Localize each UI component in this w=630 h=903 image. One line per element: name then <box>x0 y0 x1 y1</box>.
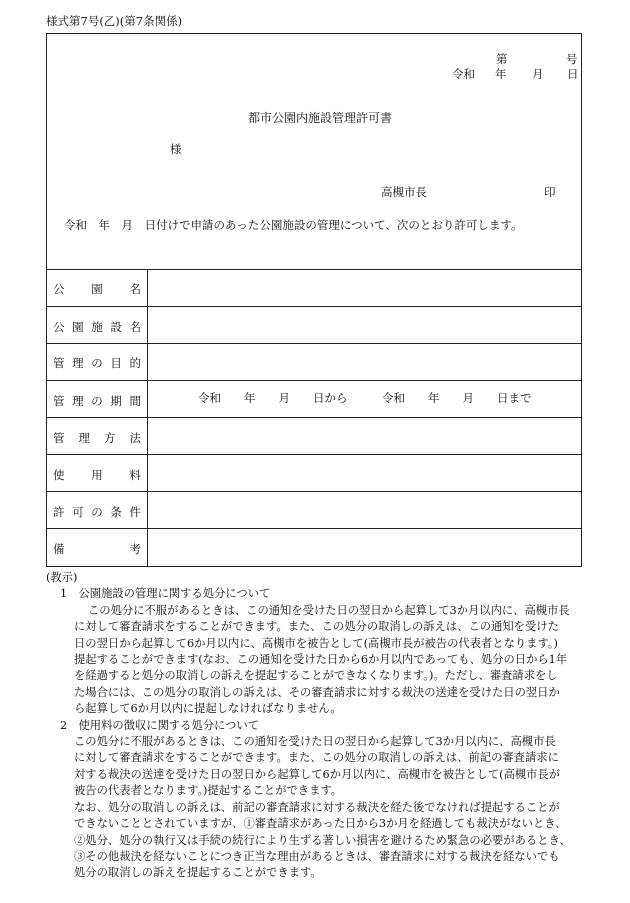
notes-line: ら起算して6か月以内に提起しなければなりません。 <box>74 702 342 716</box>
row-label-remarks: 備 考 <box>53 542 141 556</box>
notes-line: ②処分、処分の執行又は手続の続行により生ずる著しい損害を避けるため緊急の必要があるとき、 <box>74 833 571 847</box>
notes-item1-title: 1 公園施設の管理に関する処分について <box>60 587 271 601</box>
permit-form-box <box>46 33 582 567</box>
addressee-sama: 様 <box>170 142 182 156</box>
row-label-purpose: 管 理 の 目 的 <box>53 356 141 370</box>
row-divider <box>47 491 581 492</box>
number-go: 号 <box>566 52 578 66</box>
document-title: 都市公園内施設管理許可書 <box>248 111 393 125</box>
number-dai: 第 <box>496 52 508 66</box>
notes-line: に対して審査請求をすることができます。また、この処分の取消しの訴えは、前記の審査請求に <box>74 751 559 765</box>
row-label-conditions: 許 可 の 条 件 <box>53 505 141 519</box>
notes-item1-body <box>46 603 586 718</box>
row-divider <box>47 343 581 344</box>
row-label-fee: 使 用 料 <box>53 468 141 482</box>
notes-line: 日の翌日から起算して6か月以内に、高槻市を被告として(高槻市長が被告の代表者となります。) <box>74 636 558 650</box>
date-day: 日 <box>567 67 579 81</box>
notes-line: た場合には、この処分の取消しの訴えは、その審査請求に対する裁決の送達を受けた日の翌日か <box>74 685 560 699</box>
row-divider <box>47 417 581 418</box>
notes-line: この処分に不服があるときは、この通知を受けた日の翌日から起算して3か月以内に、高槻市長 <box>88 603 570 617</box>
notes-line: できないこととされていますが、①審査請求があった日から3か月を経過しても裁決がないとき、 <box>74 817 567 831</box>
notes-line: この処分に不服があるときは、この通知を受けた日の翌日から起算して3か月以内に、高槻市長 <box>74 735 556 749</box>
form-label: 様式第7号(乙)(第7条関係) <box>46 14 183 28</box>
table-top-line <box>47 269 581 270</box>
notes-line: ③その他裁決を経ないことにつき正当な理由があるときは、審査請求に対する裁決を経ないでも <box>74 849 560 863</box>
row-divider <box>47 528 581 529</box>
row-divider <box>47 306 581 307</box>
notes-item2-body <box>46 734 586 882</box>
row-label-period: 管 理 の 期 間 <box>53 394 141 408</box>
notes-line: 被告の代表者となります。)提起することができます。 <box>74 784 343 798</box>
row-divider <box>47 454 581 455</box>
row-label-park-name: 公 園 名 <box>53 282 141 296</box>
notes-line: 対する裁決の送達を受けた日の翌日から起算して6か月以内に、高槻市を被告として(高槻市長が <box>74 767 561 781</box>
notes-line: なお、処分の取消しの訴えは、前記の審査請求に対する裁決を経た後でなければ提起することが <box>74 800 560 814</box>
date-month: 月 <box>532 67 544 81</box>
row-value-period: 令和 年 月 日から 令和 年 月 日まで <box>198 391 532 405</box>
date-reiwa: 令和 <box>452 67 475 81</box>
row-label-facility-name: 公 園 施 設 名 <box>53 320 141 334</box>
notes-line: を経過すると処分の取消しの訴えを提起することができなくなります。)。ただし、審査請求をし <box>74 669 558 683</box>
instructions-section <box>46 570 586 882</box>
issuer-name: 高槻市長 <box>381 185 427 199</box>
notes-heading: (教示) <box>46 571 78 584</box>
row-label-method: 管 理 方 法 <box>53 431 141 445</box>
notes-line: 提起することができます(なお、この通知を受けた日から6か月以内であっても、処分の日から1年 <box>74 653 568 667</box>
permit-statement: 令和 年 月 日付けで申請のあった公園施設の管理について、次のとおり許可します。 <box>64 218 523 232</box>
date-year: 年 <box>495 67 507 81</box>
notes-line: 処分の取消しの訴えを提起することができます。 <box>74 866 322 880</box>
seal-mark: 印 <box>544 185 556 199</box>
row-divider <box>47 380 581 381</box>
notes-item2-title: 2 使用料の徴収に関する処分について <box>60 718 260 732</box>
notes-line: に対して審査請求をすることができます。また、この処分の取消しの訴えは、この通知を受けた <box>74 620 559 634</box>
